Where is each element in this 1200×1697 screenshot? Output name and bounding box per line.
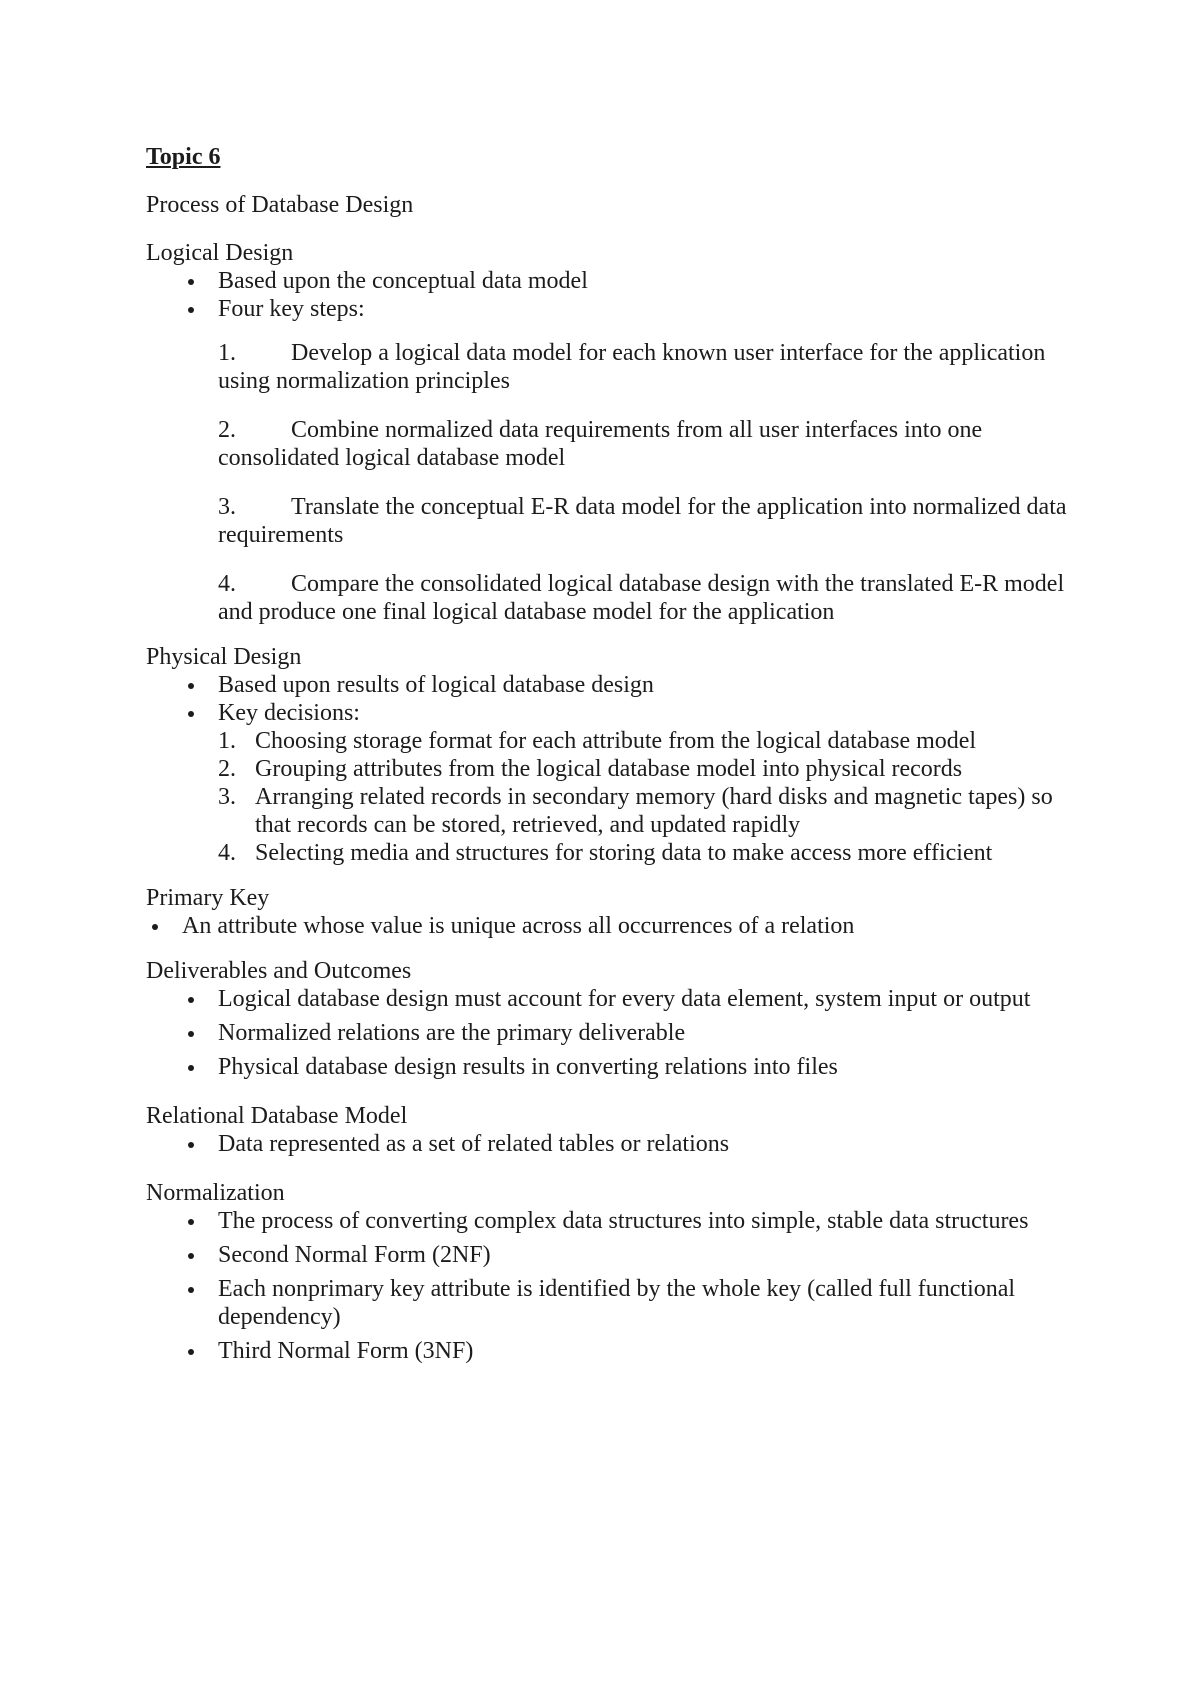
list-item: 3. Arranging related records in secondary memory (hard disks and magnetic tapes) so that records can be stored, retrieved, and updated rapidly: [218, 784, 1053, 838]
bullet-icon: [188, 1065, 194, 1071]
bullet-icon: [188, 1142, 194, 1148]
list-item: Each nonprimary key attribute is identified by the whole key (called full functional dependency): [146, 1275, 1076, 1331]
bullet-icon: [188, 1219, 194, 1225]
page-content: [146, 143, 1076, 1365]
list-item: Based upon results of logical database design: [146, 671, 1076, 699]
normalization-bullets: [146, 1207, 1076, 1365]
list-item: Second Normal Form (2NF): [146, 1241, 1076, 1269]
key-decisions-list: [146, 727, 1076, 867]
bullet-icon: [188, 711, 194, 717]
list-item: Third Normal Form (3NF): [146, 1337, 1076, 1365]
bullet-icon: [152, 924, 158, 930]
physical-design-bullets: [146, 671, 1076, 727]
list-item: 4. Selecting media and structures for storing data to make access more efficient: [218, 840, 993, 866]
list-item: Data represented as a set of related tables or relations: [146, 1130, 1076, 1158]
list-item: Logical database design must account for every data element, system input or output: [146, 985, 1076, 1013]
bullet-icon: [188, 1287, 194, 1293]
logical-design-steps: [146, 339, 1076, 626]
list-item: An attribute whose value is unique across all occurrences of a relation: [146, 912, 1076, 940]
bullet-icon: [188, 1349, 194, 1355]
list-item: 2. Combine normalized data requirements from all user interfaces into one consolidated logical database model: [218, 417, 983, 471]
relational-model-bullets: [146, 1130, 1076, 1158]
list-item: Four key steps:: [146, 295, 1076, 323]
bullet-icon: [188, 1253, 194, 1259]
list-item: Based upon the conceptual data model: [146, 267, 1076, 295]
logical-design-heading: Logical Design: [146, 240, 294, 266]
logical-design-bullets: [146, 267, 1076, 323]
relational-model-heading: Relational Database Model: [146, 1103, 408, 1129]
process-title: Process of Database Design: [146, 192, 414, 218]
deliverables-bullets: [146, 985, 1076, 1081]
list-item: Normalized relations are the primary deliverable: [146, 1019, 1076, 1047]
bullet-icon: [188, 307, 194, 313]
list-item: Physical database design results in converting relations into files: [146, 1053, 1076, 1081]
primary-key-bullets: [146, 912, 1076, 940]
list-item: 1. Choosing storage format for each attribute from the logical database model: [218, 728, 977, 754]
list-item: 4. Compare the consolidated logical database design with the translated E-R model and produce one final logical database model for the application: [218, 571, 1065, 625]
bullet-icon: [188, 683, 194, 689]
bullet-icon: [188, 1031, 194, 1037]
bullet-icon: [188, 279, 194, 285]
list-item: 1. Develop a logical data model for each known user interface for the application using normalization principles: [218, 340, 1046, 394]
topic-title: Topic 6: [146, 144, 221, 170]
primary-key-heading: Primary Key: [146, 885, 270, 911]
deliverables-heading: Deliverables and Outcomes: [146, 958, 412, 984]
list-item: The process of converting complex data structures into simple, stable data structures: [146, 1207, 1076, 1235]
list-item: Key decisions:: [146, 699, 1076, 727]
list-item: 2. Grouping attributes from the logical database model into physical records: [218, 756, 963, 782]
bullet-icon: [188, 997, 194, 1003]
physical-design-heading: Physical Design: [146, 644, 302, 670]
list-item: 3. Translate the conceptual E-R data model for the application into normalized data requirements: [218, 494, 1067, 548]
normalization-heading: Normalization: [146, 1180, 285, 1206]
